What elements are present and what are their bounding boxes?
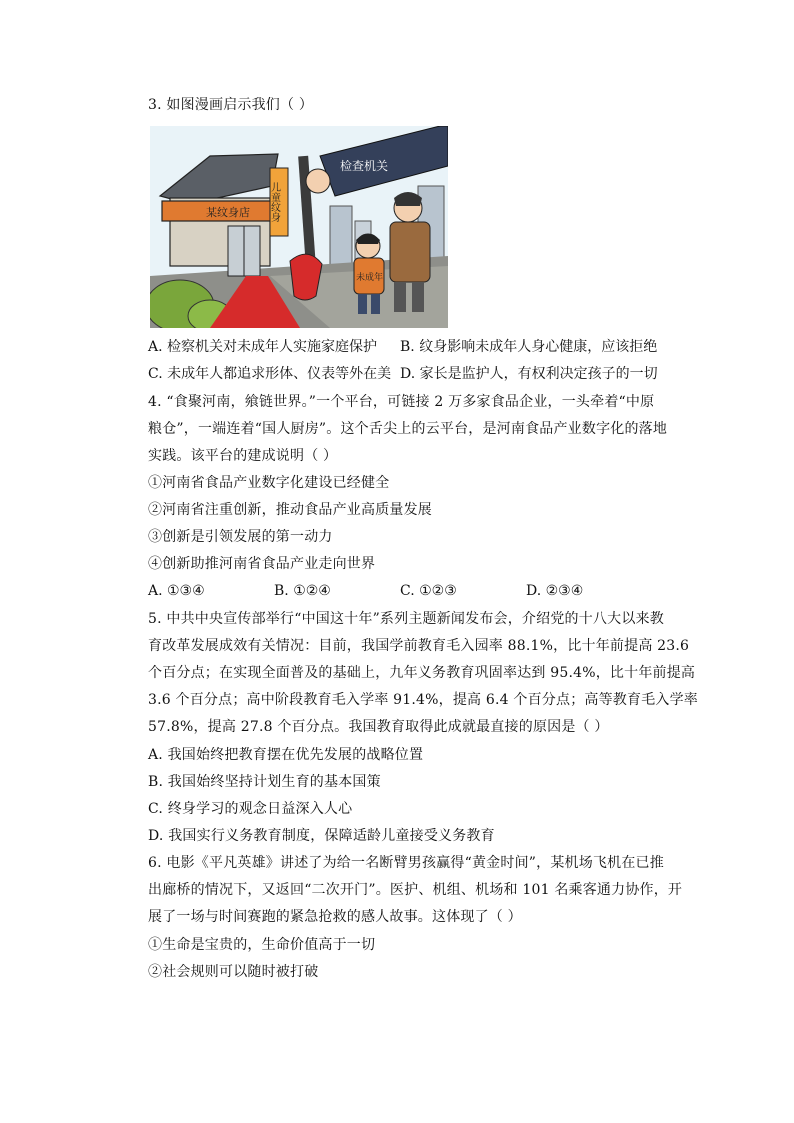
q3-stem: 3. 如图漫画启示我们（ ） [148,97,314,113]
q4-item-1: ①河南省食品产业数字化建设已经健全 [148,475,390,491]
q4-item-3: ③创新是引领发展的第一动力 [148,529,333,545]
q4-line-2: 粮仓”，一端连着“国人厨房”。这个舌尖上的云平台，是河南食品产业数字化的落地 [148,421,668,437]
q5-option-c[interactable]: C. 终身学习的观念日益深入人心 [148,801,353,817]
q4-line-3: 实践。该平台的建成说明（ ） [148,448,338,464]
q4-option-b[interactable]: B. ①②④ [274,583,331,599]
q6-line-2: 出廊桥的情况下，又返回“二次开门”。医护、机组、机场和 101 名乘客通力协作，开 [148,882,683,898]
q5-line-5: 57.8%，提高 27.8 个百分点。我国教育取得此成就最直接的原因是（ ） [148,719,609,735]
q3-cartoon-image [150,126,448,328]
q3-option-b[interactable]: B. 纹身影响未成年人身心健康，应该拒绝 [400,339,658,355]
q4-line-1: 4. “食聚河南，飨链世界。”一个平台，可链接 2 万多家食品企业，一头牵着“中原 [148,394,655,410]
q5-line-1: 5. 中共中央宣传部举行“中国这十年”系列主题新闻发布会，介绍党的十八大以来教 [148,611,664,627]
q6-line-1: 6. 电影《平凡英雄》讲述了为给一名断臂男孩赢得“黄金时间”，某机场飞机在已推 [148,855,664,871]
q5-line-4: 3.6 个百分点；高中阶段教育毛入学率 91.4%，提高 6.4 个百分点；高等教育毛入学率 [148,692,699,708]
q5-option-d[interactable]: D. 我国实行义务教育制度，保障适龄儿童接受义务教育 [148,828,495,844]
q3-option-c[interactable]: C. 未成年人都追求形体、仪表等外在美 [148,366,392,382]
q3-option-a[interactable]: A. 检察机关对未成年人实施家庭保护 [148,339,378,355]
q4-item-2: ②河南省注重创新，推动食品产业高质量发展 [148,502,432,518]
q4-option-c[interactable]: C. ①②③ [400,583,457,599]
child-shirt-text: 未成年 [356,273,384,283]
q5-option-a[interactable]: A. 我国始终把教育摆在优先发展的战略位置 [148,747,424,763]
shop-sign-text: 某纹身店 [206,206,250,219]
q4-option-a[interactable]: A. ①③④ [148,583,205,599]
q3-options-row-1 [148,337,657,357]
q6-line-3: 展了一场与时间赛跑的紧急抢救的感人故事。这体现了（ ） [148,909,522,925]
q3-option-d[interactable]: D. 家长是监护人，有权利决定孩子的一切 [400,366,658,382]
q5-line-3: 个百分点；在实现全面普及的基础上，九年义务教育巩固率达到 95.4%，比十年前提高 [148,665,696,681]
q6-item-2: ②社会规则可以随时被打破 [148,964,319,980]
q4-option-d[interactable]: D. ②③④ [526,583,584,599]
q5-option-b[interactable]: B. 我国始终坚持计划生育的基本国策 [148,774,381,790]
q3-options-row-2 [148,364,658,384]
q6-item-1: ①生命是宝贵的，生命价值高于一切 [148,937,376,953]
q5-line-2: 育改革发展成效有关情况：目前，我国学前教育毛入园率 88.1%，比十年前提高 23.6 [148,638,690,654]
q4-item-4: ④创新助推河南省食品产业走向世界 [148,556,376,572]
sleeve-text: 检查机关 [340,159,389,173]
q4-options-row [148,581,583,601]
banner-text: 儿童纹身 [268,182,280,222]
